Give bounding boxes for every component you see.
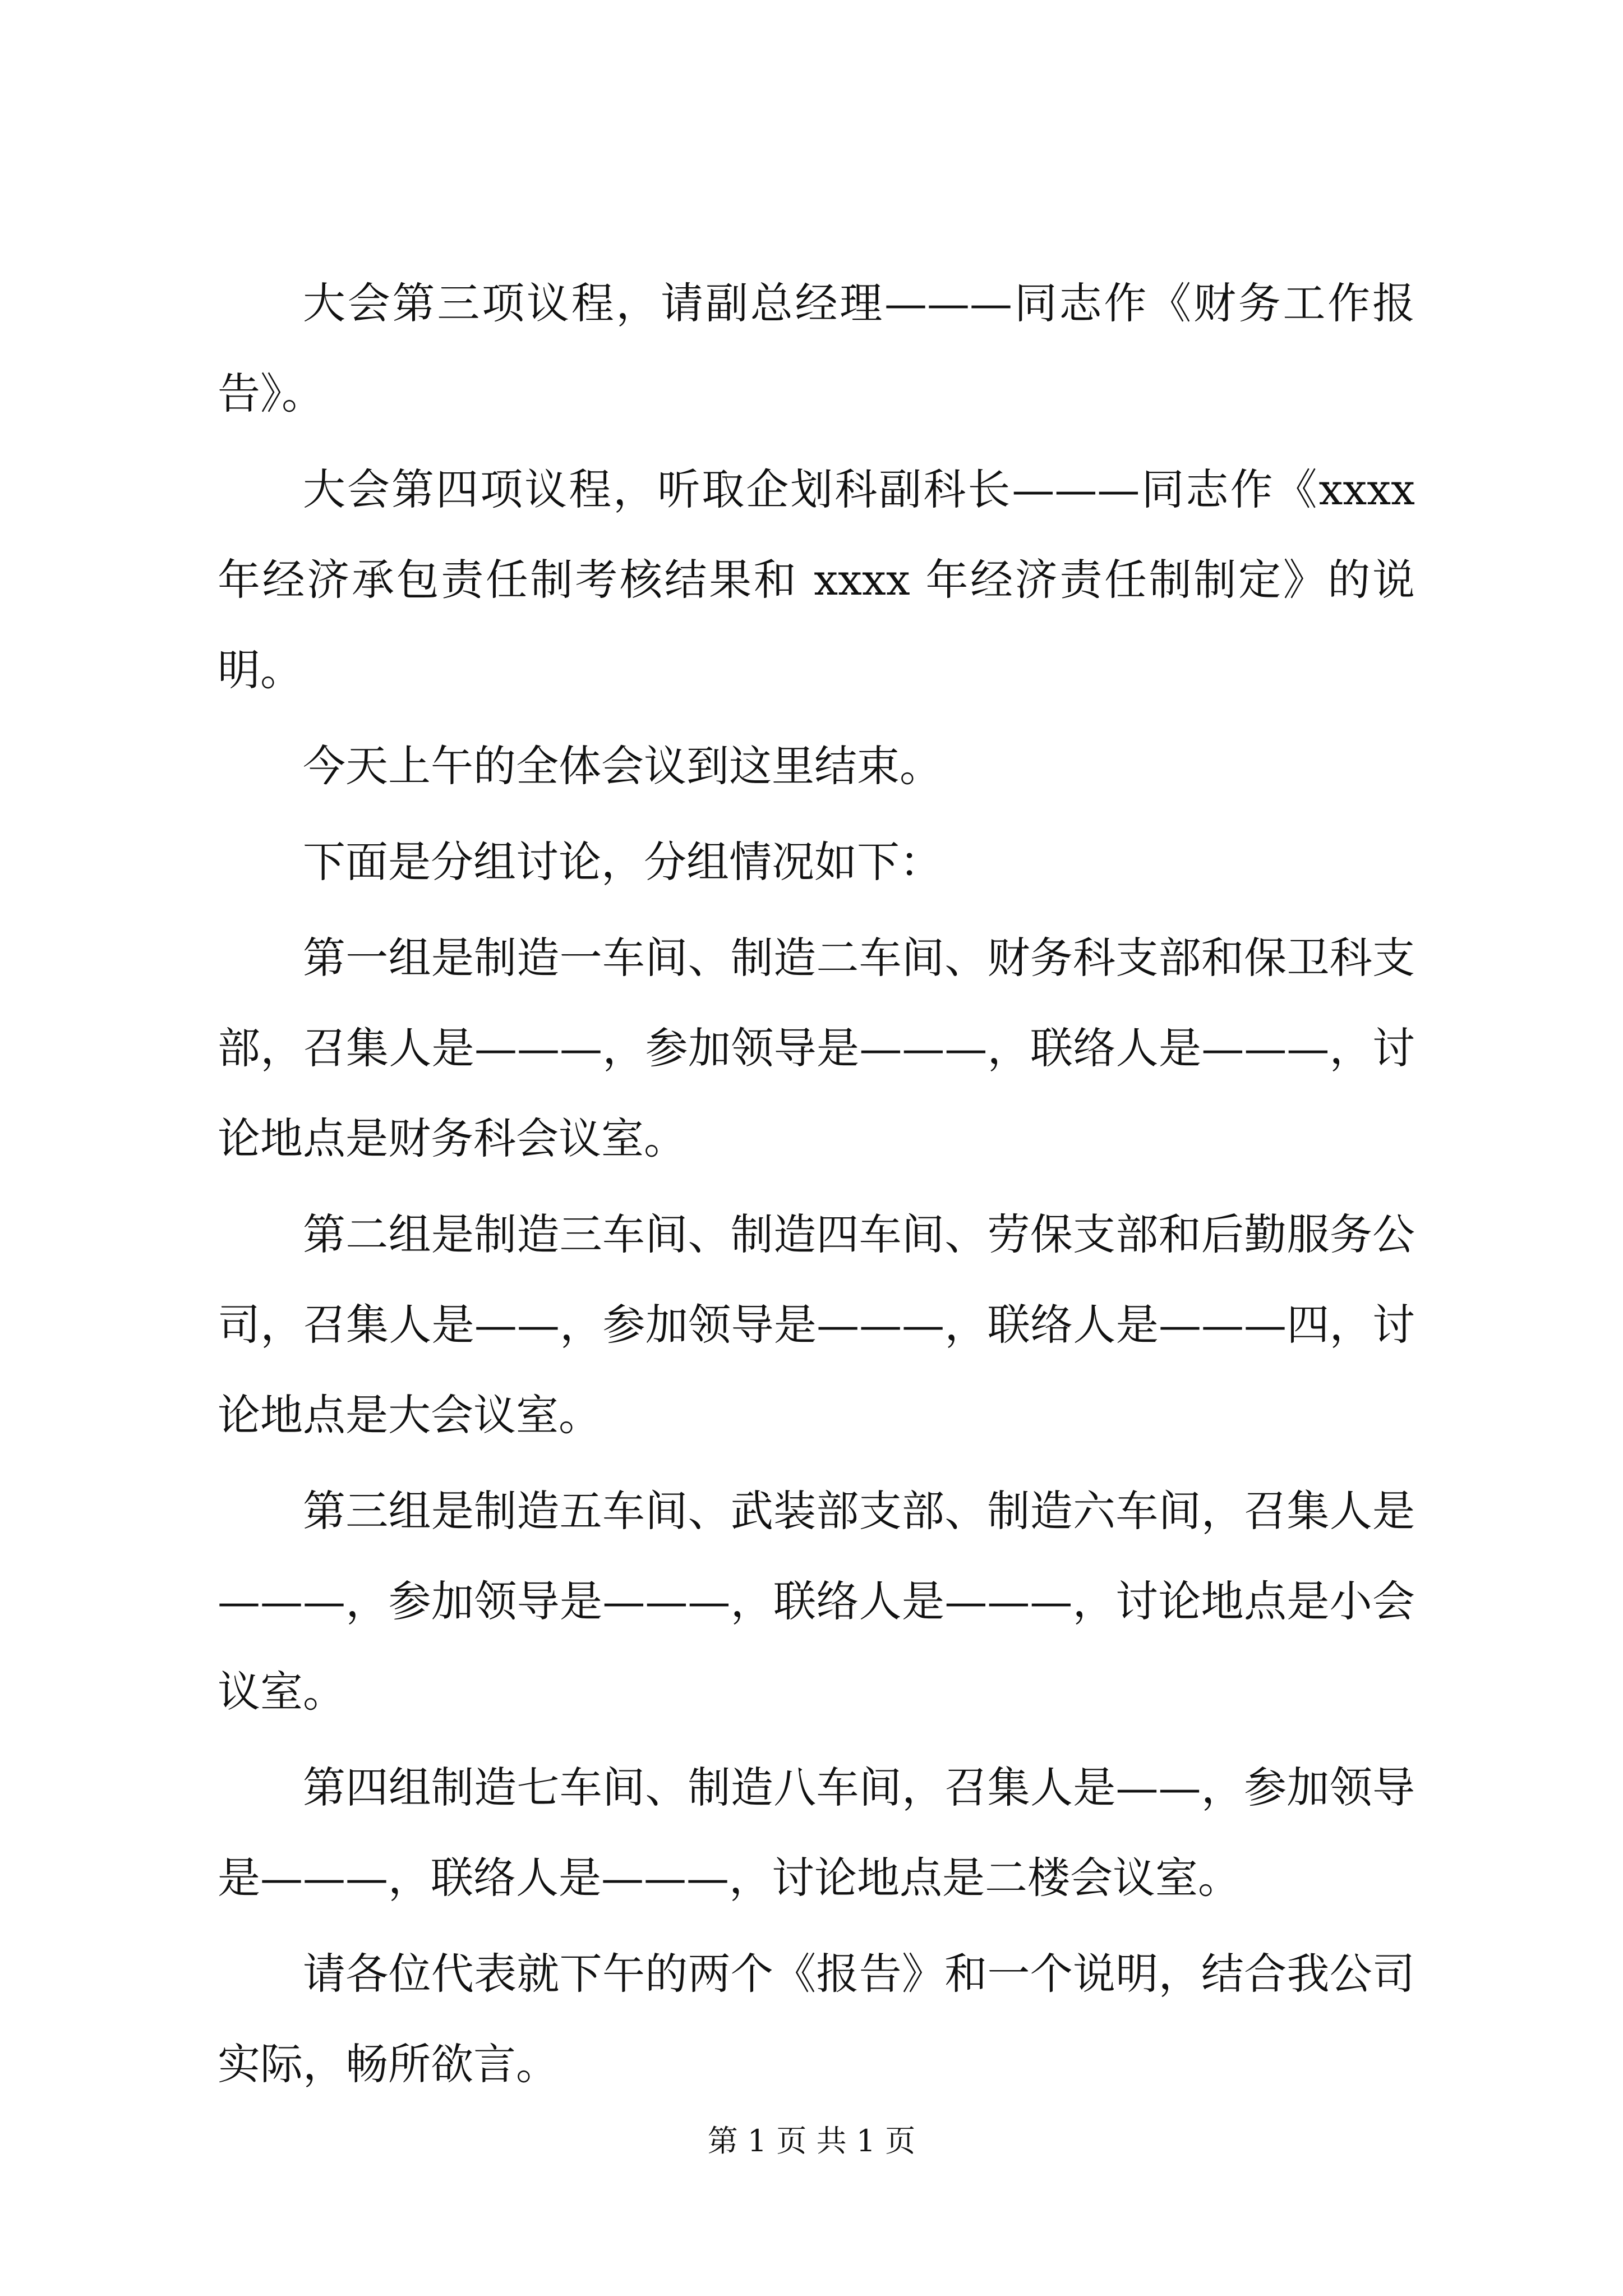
paragraph-group-1: 第一组是制造一车间、制造二车间、财务科支部和保卫科支部，召集人是———，参加领导是———，联络人是———，讨论地点是财务科会议室。 [218,933,1415,1163]
document-body [218,258,1415,2115]
paragraph-morning-session-end: 今天上午的全体会议到这里结束。 [303,741,942,791]
paragraph-agenda-item-3: 大会第三项议程，请副总经理———同志作《财务工作报告》。 [218,278,1415,418]
paragraph-group-discussion-intro: 下面是分组讨论，分组情况如下： [303,837,942,887]
paragraph-group-3: 第三组是制造五车间、武装部支部、制造六车间，召集人是———，参加领导是———，联络人是———，讨论地点是小会议室。 [218,1486,1415,1717]
paragraph-agenda-item-4: 大会第四项议程，听取企划科副科长———同志作《xxxx年经济承包责任制考核结果和 xxxx 年经济责任制制定》的说明。 [218,464,1415,695]
page-number-footer: 第 1 页 共 1 页 [707,2123,916,2159]
paragraph-group-4: 第四组制造七车间、制造八车间，召集人是——，参加领导是———，联络人是———，讨论地点是二楼会议室。 [218,1763,1415,1903]
paragraph-group-2: 第二组是制造三车间、制造四车间、劳保支部和后勤服务公司，召集人是——，参加领导是———，联络人是———四，讨论地点是大会议室。 [218,1209,1415,1440]
paragraph-closing-request: 请各位代表就下午的两个《报告》和一个说明，结合我公司实际，畅所欲言。 [218,1949,1415,2089]
